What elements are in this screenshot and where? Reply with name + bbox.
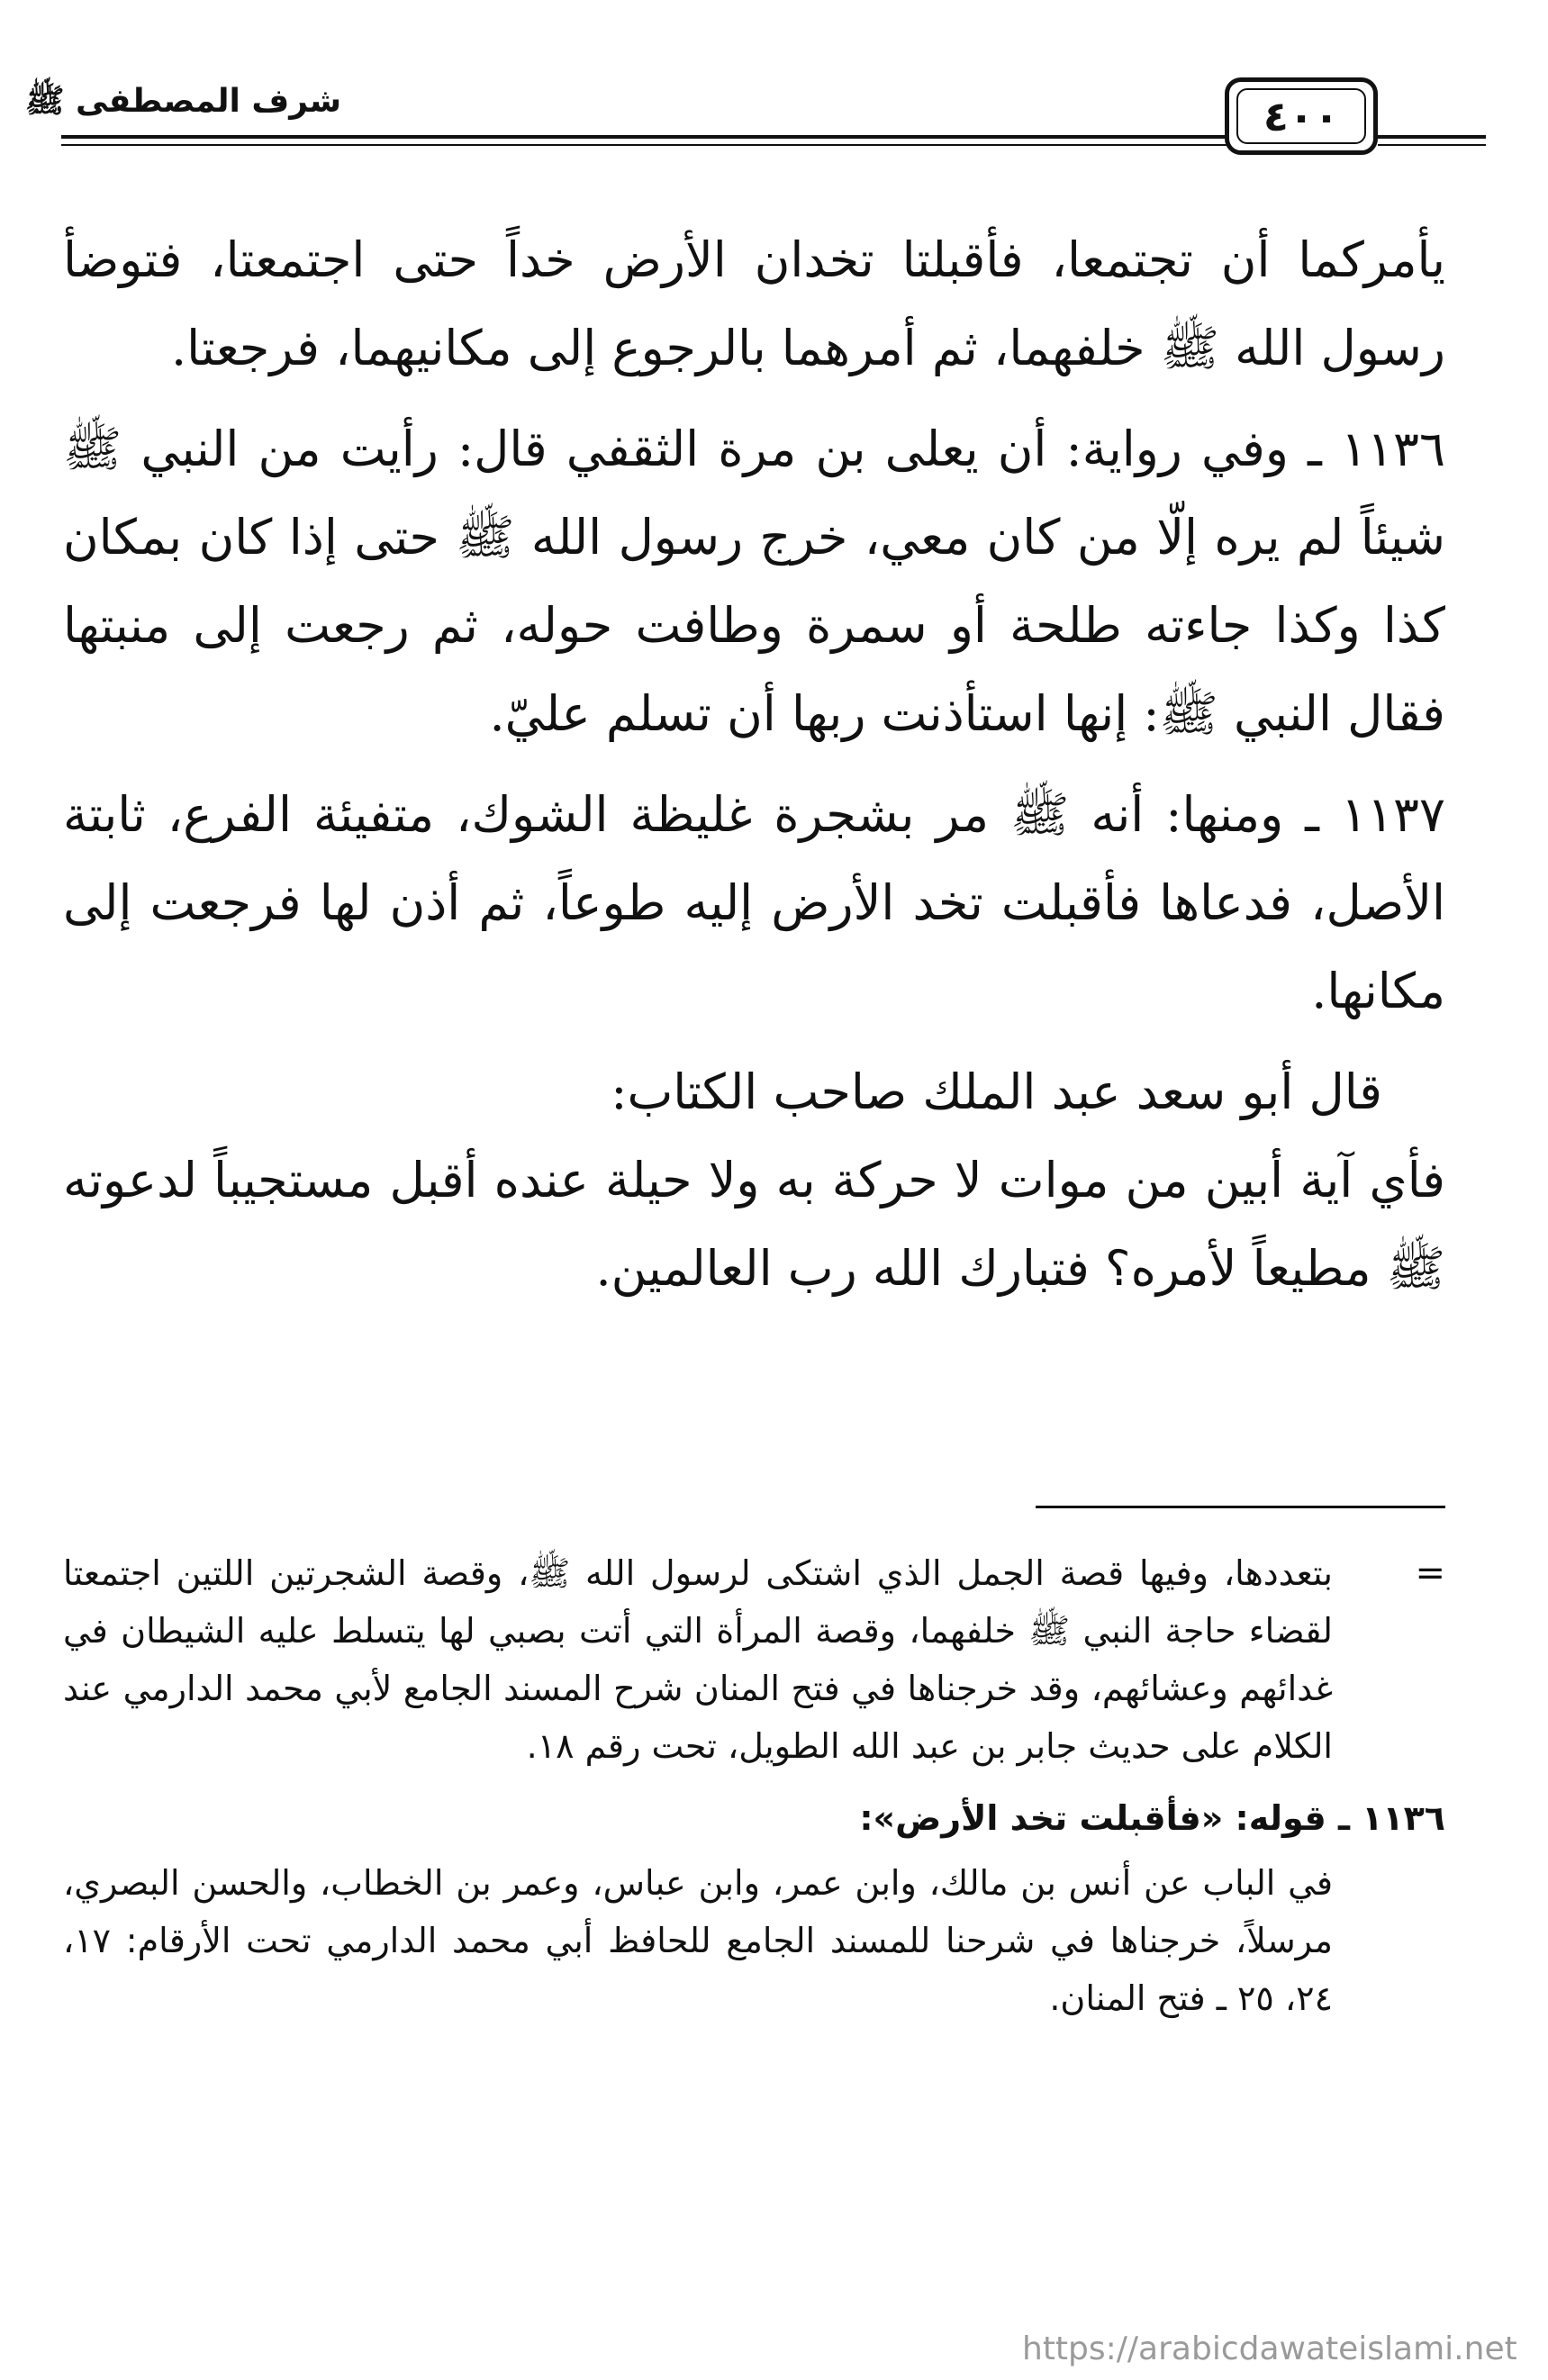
footnote-continuation-text: بتعددها، وفيها قصة الجمل الذي اشتكى لرسول الله ﷺ، وقصة الشجرتين اللتين اجتمعتا لقضاء حاجة النبي ﷺ خلفهما، وقصة المرأة التي أتت بصبي لها يتسلط عليه الشيطان في غدائهم وعشائهم، وقد خرجناها في فتح المنان شرح المسند الجامع لأبي محمد الدارمي عند الكلام على حديث جابر بن عبد الله الطويل، تحت رقم ١٨. bbox=[63, 1553, 1333, 1766]
paragraph-1137: ١١٣٧ ـ ومنها: أنه ﷺ مر بشجرة غليظة الشوك، متفيئة الفرع، ثابتة الأصل، فدعاها فأقبلت تخد الأرض إليه طوعاً، ثم أذن لها فرجعت إلى مكانها. bbox=[63, 786, 1445, 1019]
continuation-mark: = bbox=[1415, 1552, 1445, 1594]
footnotes bbox=[63, 1544, 1445, 2027]
footnote-body: في الباب عن أنس بن مالك، وابن عمر، وابن عباس، وعمر بن الخطاب، والحسن البصري، مرسلاً، خرجناها في شرحنا للمسند الجامع للحافظ أبي محمد الدارمي تحت الأرقام: ١٧، ٢٤، ٢٥ ـ فتح المنان. bbox=[63, 1863, 1333, 2018]
paragraph-1136: ١١٣٦ ـ وفي رواية: أن يعلى بن مرة الثقفي قال: رأيت من النبي ﷺ شيئاً لم يره إلّا من كان معي، خرج رسول الله ﷺ حتى إذا كان بمكان كذا وكذا جاءته طلحة أو سمرة وطافت حوله، ثم رجعت إلى منبتها فقال النبي ﷺ: إنها استأذنت ربها أن تسلم عليّ. bbox=[63, 421, 1445, 742]
quote-intro: قال أبو سعد عبد الملك صاحب الكتاب: bbox=[611, 1063, 1382, 1120]
page-number: ٤٠٠ bbox=[1263, 92, 1340, 140]
header-rule bbox=[61, 135, 1241, 139]
watermark: https://arabicdawateislami.net bbox=[1022, 2330, 1517, 2367]
footnote-separator bbox=[1036, 1506, 1445, 1508]
footnote-continuation bbox=[63, 1544, 1445, 1775]
running-title: شرف المصطفى ﷺ bbox=[24, 83, 341, 120]
page-number-frame-inner bbox=[1236, 88, 1366, 144]
page-number-frame bbox=[1225, 77, 1378, 155]
page-header bbox=[0, 63, 1548, 162]
paragraph: يأمركما أن تجتمعا، فأقبلتا تخدان الأرض خداً حتى اجتمعتا، فتوضأ رسول الله ﷺ خلفهما، ثم أمرهما بالرجوع إلى مكانيهما، فرجعتا. bbox=[63, 231, 1445, 376]
main-text bbox=[63, 216, 1445, 1313]
quote: فأي آية أبين من موات لا حركة به ولا حيلة عنده أقبل مستجيباً لدعوته ﷺ مطيعاً لأمره؟ فتبارك الله رب العالمين. bbox=[63, 1152, 1445, 1297]
header-rule-right-thin bbox=[1378, 144, 1486, 146]
header-rule-thin bbox=[61, 144, 1241, 146]
header-rule-right bbox=[1378, 135, 1486, 139]
footnote-heading: ١١٣٦ ـ قوله: «فأقبلت تخد الأرض»: bbox=[859, 1798, 1445, 1838]
